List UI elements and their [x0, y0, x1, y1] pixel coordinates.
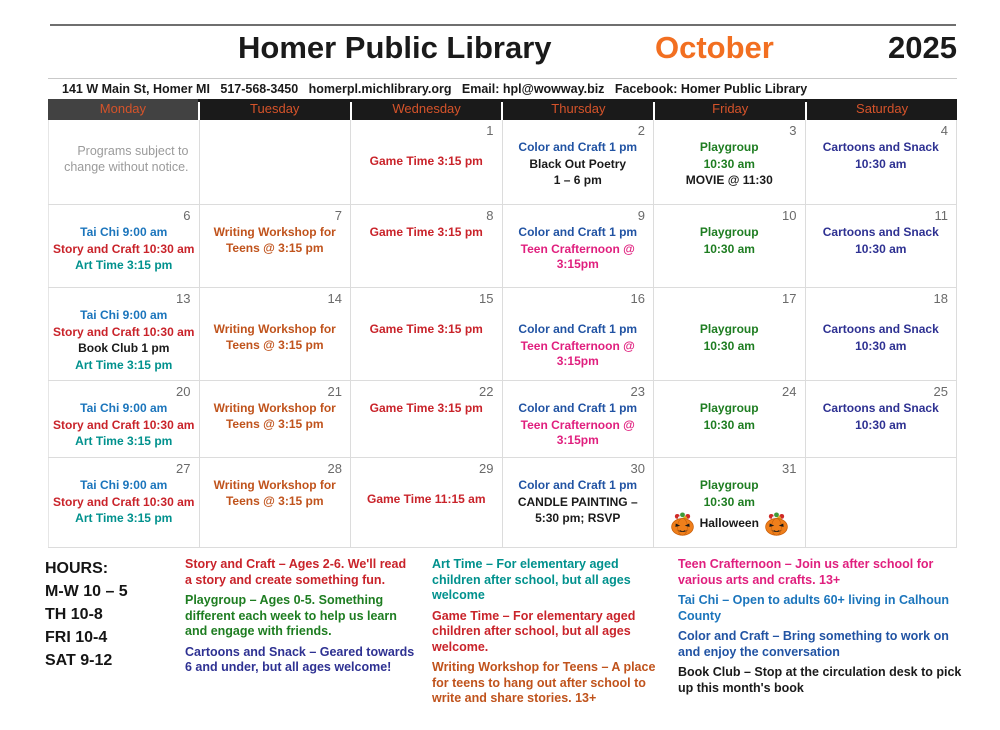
- event-text: Writing Workshop for Teens @ 3:15 pm: [213, 322, 336, 352]
- event-text: Cartoons and Snack: [822, 322, 939, 336]
- footer: [45, 557, 963, 712]
- calendar-cell: [806, 458, 958, 547]
- cell-events: [49, 138, 199, 175]
- calendar-cell: [654, 120, 806, 204]
- event-text: Art Time 3:15 pm: [75, 258, 173, 272]
- calendar-cell: [200, 288, 352, 380]
- calendar-grid: [48, 99, 957, 548]
- calendar-week-row: [48, 205, 957, 288]
- event-text: Art Time 3:15 pm: [75, 511, 173, 525]
- calendar-cell: [351, 120, 503, 204]
- event-text: [657, 511, 802, 536]
- event-text: Cartoons and Snack: [822, 225, 939, 239]
- legend-column-2: [432, 557, 660, 712]
- legend-item: Art Time – For elementary aged children after school, but all ages welcome: [432, 557, 631, 602]
- cell-events: [49, 223, 199, 274]
- calendar-cell: [503, 205, 655, 287]
- date-number: 17: [782, 291, 797, 306]
- cell-events: [351, 306, 502, 338]
- date-number: 6: [183, 208, 191, 223]
- date-number: 15: [479, 291, 494, 306]
- hours-line: TH 10-8: [45, 606, 103, 623]
- event-text: Writing Workshop for Teens @ 3:15 pm: [213, 225, 336, 255]
- library-title: Homer Public Library: [238, 30, 552, 65]
- event-text: Cartoons and Snack: [822, 401, 939, 415]
- hours-line: FRI 10-4: [45, 629, 108, 646]
- cell-events: [200, 306, 351, 353]
- date-number: [200, 120, 351, 138]
- cell-events: [503, 476, 654, 527]
- event-text: Writing Workshop for Teens @ 3:15 pm: [213, 401, 336, 431]
- event-text: Color and Craft 1 pm: [518, 401, 638, 415]
- date-number: 27: [176, 461, 191, 476]
- event-text: Book Club 1 pm: [78, 341, 170, 355]
- date-number: 11: [934, 208, 948, 223]
- cell-events: [503, 399, 654, 449]
- legend-column-3: [678, 557, 963, 701]
- calendar-body: [48, 120, 957, 548]
- cell-events: [806, 223, 957, 257]
- calendar-cell: [200, 205, 352, 287]
- cell-events: [806, 399, 957, 433]
- date-number: 28: [327, 461, 342, 476]
- event-text: Cartoons and Snack: [822, 140, 939, 154]
- cell-events: [351, 138, 502, 170]
- date-number: 22: [479, 384, 494, 399]
- cell-events: [806, 476, 957, 478]
- cell-events: [806, 138, 957, 172]
- masthead: [48, 30, 957, 76]
- calendar-cell: [48, 205, 200, 287]
- event-text: Game Time 3:15 pm: [369, 154, 483, 168]
- calendar-cell: [806, 205, 958, 287]
- top-rule: [50, 24, 956, 26]
- hours-line: M-W 10 – 5: [45, 583, 128, 600]
- calendar-cell: [806, 288, 958, 380]
- event-text: 5:30 pm; RSVP: [535, 511, 621, 525]
- event-text: 10:30 am: [703, 156, 755, 171]
- cell-events: [351, 399, 502, 417]
- date-number: 25: [933, 384, 948, 399]
- calendar-cell: [806, 381, 958, 457]
- date-number: 1: [486, 123, 494, 138]
- date-number: 10: [782, 208, 797, 223]
- calendar-week-row: [48, 381, 957, 458]
- event-text: Story and Craft 10:30 am: [53, 417, 195, 432]
- cell-events: [654, 138, 805, 189]
- date-number: [806, 458, 957, 476]
- event-text: Game Time 3:15 pm: [369, 225, 483, 239]
- calendar-cell: [806, 120, 958, 204]
- calendar-cell: [351, 205, 503, 287]
- event-text: 10:30 am: [703, 494, 755, 509]
- legend-item: Story and Craft – Ages 2-6. We'll read a story and create something fun.: [185, 557, 407, 587]
- legend-item: Writing Workshop for Teens – A place for teens to hang out after school to write and share stories. 13+: [432, 660, 656, 705]
- date-number: 9: [637, 208, 645, 223]
- date-number: 13: [176, 291, 191, 306]
- day-header-wednesday: Wednesday: [352, 99, 502, 120]
- legend-item: Cartoons and Snack – Geared towards 6 and under, but all ages welcome!: [185, 644, 415, 674]
- cell-events: [200, 399, 351, 432]
- event-text: Teen Crafternoon @ 3:15pm: [520, 417, 635, 447]
- calendar-cell: [351, 288, 503, 380]
- calendar-week-row: [48, 458, 957, 548]
- cell-events: [49, 399, 199, 450]
- event-text: 10:30 am: [703, 338, 755, 353]
- date-number: 30: [630, 461, 645, 476]
- cell-events: [503, 306, 654, 370]
- legend-item: Teen Crafternoon – Join us after school for various arts and crafts. 13+: [678, 557, 934, 587]
- event-text: 10:30 am: [703, 417, 755, 432]
- event-text: MOVIE @ 11:30: [685, 173, 773, 187]
- calendar-cell: [48, 381, 200, 457]
- calendar-cell: [200, 458, 352, 547]
- legend-item: Game Time – For elementary aged children after school, but all ages welcome.: [432, 608, 636, 654]
- calendar-cell: [200, 120, 352, 204]
- event-text: Story and Craft 10:30 am: [53, 241, 195, 256]
- day-header-monday: Monday: [48, 99, 198, 120]
- calendar-cell: [48, 120, 200, 204]
- cell-events: [654, 306, 805, 354]
- legend-column-1: [185, 557, 415, 681]
- cell-events: [351, 476, 502, 508]
- calendar-cell: [503, 120, 655, 204]
- event-text: Tai Chi 9:00 am: [80, 478, 168, 492]
- event-text: Teen Crafternoon @ 3:15pm: [520, 338, 635, 368]
- cell-events: [200, 223, 351, 256]
- hours-line: SAT 9-12: [45, 652, 113, 669]
- cell-events: [200, 138, 351, 140]
- day-header-saturday: Saturday: [807, 99, 957, 120]
- date-number: 7: [334, 208, 342, 223]
- cell-events: [503, 223, 654, 273]
- event-text: Story and Craft 10:30 am: [53, 324, 195, 339]
- event-label: Halloween: [699, 515, 759, 530]
- calendar-cell: [503, 288, 655, 380]
- event-text: Playgroup: [699, 401, 759, 415]
- event-text: Story and Craft 10:30 am: [53, 494, 195, 509]
- event-text: Teen Crafternoon @ 3:15pm: [520, 241, 635, 271]
- calendar-cell: [503, 381, 655, 457]
- hours-title: HOURS:: [45, 560, 109, 577]
- event-text: 10:30 am: [855, 156, 907, 171]
- contact-line: 141 W Main St, Homer MI 517-568-3450 homerpl.michlibrary.org Email: hpl@wowway.biz Facebook: Homer Public Library: [48, 80, 957, 102]
- cell-events: [654, 399, 805, 433]
- cell-events: [351, 223, 502, 241]
- calendar-cell: [200, 381, 352, 457]
- event-text: Color and Craft 1 pm: [518, 478, 638, 492]
- cell-events: [654, 476, 805, 536]
- cell-events: [49, 476, 199, 527]
- legend-item: Tai Chi – Open to adults 60+ living in Calhoun County: [678, 593, 949, 623]
- date-number: 18: [933, 291, 948, 306]
- event-text: Tai Chi 9:00 am: [80, 401, 168, 415]
- event-text: Game Time 3:15 pm: [369, 322, 483, 336]
- date-number: 29: [479, 461, 494, 476]
- event-text: 10:30 am: [855, 417, 907, 432]
- day-header-row: [48, 99, 957, 120]
- date-number: 23: [630, 384, 645, 399]
- date-number: 8: [486, 208, 494, 223]
- event-text: Color and Craft 1 pm: [518, 322, 638, 336]
- date-number: 21: [327, 384, 342, 399]
- calendar-cell: [48, 458, 200, 547]
- calendar-cell: [654, 458, 806, 547]
- event-text: 10:30 am: [703, 241, 755, 256]
- legend-item: Playgroup – Ages 0-5. Something different each week to help us learn and engage with friends.: [185, 593, 397, 638]
- calendar-cell: [351, 458, 503, 547]
- cell-events: [654, 223, 805, 257]
- date-number: 20: [176, 384, 191, 399]
- cell-events: [806, 306, 957, 354]
- event-text: CANDLE PAINTING –: [517, 494, 638, 509]
- date-number: 2: [637, 123, 645, 138]
- month-title: October: [655, 30, 774, 65]
- cell-events: [49, 306, 199, 373]
- event-text: 10:30 am: [855, 338, 907, 353]
- date-number: [49, 120, 199, 138]
- event-text: Tai Chi 9:00 am: [80, 225, 168, 239]
- event-text: Writing Workshop for Teens @ 3:15 pm: [213, 478, 336, 508]
- event-text: Playgroup: [699, 322, 759, 336]
- event-text: Tai Chi 9:00 am: [80, 308, 168, 322]
- event-text: Game Time 3:15 pm: [369, 401, 483, 415]
- date-number: 24: [782, 384, 797, 399]
- cell-events: [200, 476, 351, 509]
- hours-block: [45, 557, 185, 672]
- day-header-friday: Friday: [655, 99, 805, 120]
- event-text: Art Time 3:15 pm: [75, 434, 173, 448]
- calendar-week-row: [48, 288, 957, 381]
- date-number: 14: [327, 291, 342, 306]
- masthead-rule: [48, 78, 957, 79]
- calendar-cell: [503, 458, 655, 547]
- event-text: Playgroup: [699, 478, 759, 492]
- pumpkin-icon: [669, 511, 696, 536]
- year-title: 2025: [888, 30, 957, 65]
- calendar-cell: [654, 381, 806, 457]
- calendar-week-row: [48, 120, 957, 205]
- event-text: 10:30 am: [855, 241, 907, 256]
- event-text: Game Time 11:15 am: [366, 492, 486, 506]
- event-text: Playgroup: [699, 140, 759, 154]
- event-text: Black Out Poetry: [529, 156, 627, 171]
- pumpkin-icon: [763, 511, 790, 536]
- date-number: 31: [782, 461, 797, 476]
- date-number: 4: [940, 123, 948, 138]
- event-text: Color and Craft 1 pm: [518, 140, 638, 154]
- calendar-cell: [351, 381, 503, 457]
- date-number: 3: [789, 123, 797, 138]
- event-text: Programs subject to change without notice.: [64, 144, 189, 174]
- day-header-tuesday: Tuesday: [200, 99, 350, 120]
- cell-events: [503, 138, 654, 189]
- legend-item: Color and Craft – Bring something to work on and enjoy the conversation: [678, 629, 949, 659]
- calendar-cell: [48, 288, 200, 380]
- event-text: 1 – 6 pm: [553, 173, 602, 187]
- day-header-thursday: Thursday: [503, 99, 653, 120]
- event-text: Color and Craft 1 pm: [518, 225, 638, 239]
- calendar-cell: [654, 205, 806, 287]
- legend-item: Book Club – Stop at the circulation desk to pick up this month's book: [678, 665, 962, 695]
- calendar-cell: [654, 288, 806, 380]
- event-text: Art Time 3:15 pm: [75, 357, 173, 372]
- date-number: 16: [630, 291, 645, 306]
- event-text: Playgroup: [699, 225, 759, 239]
